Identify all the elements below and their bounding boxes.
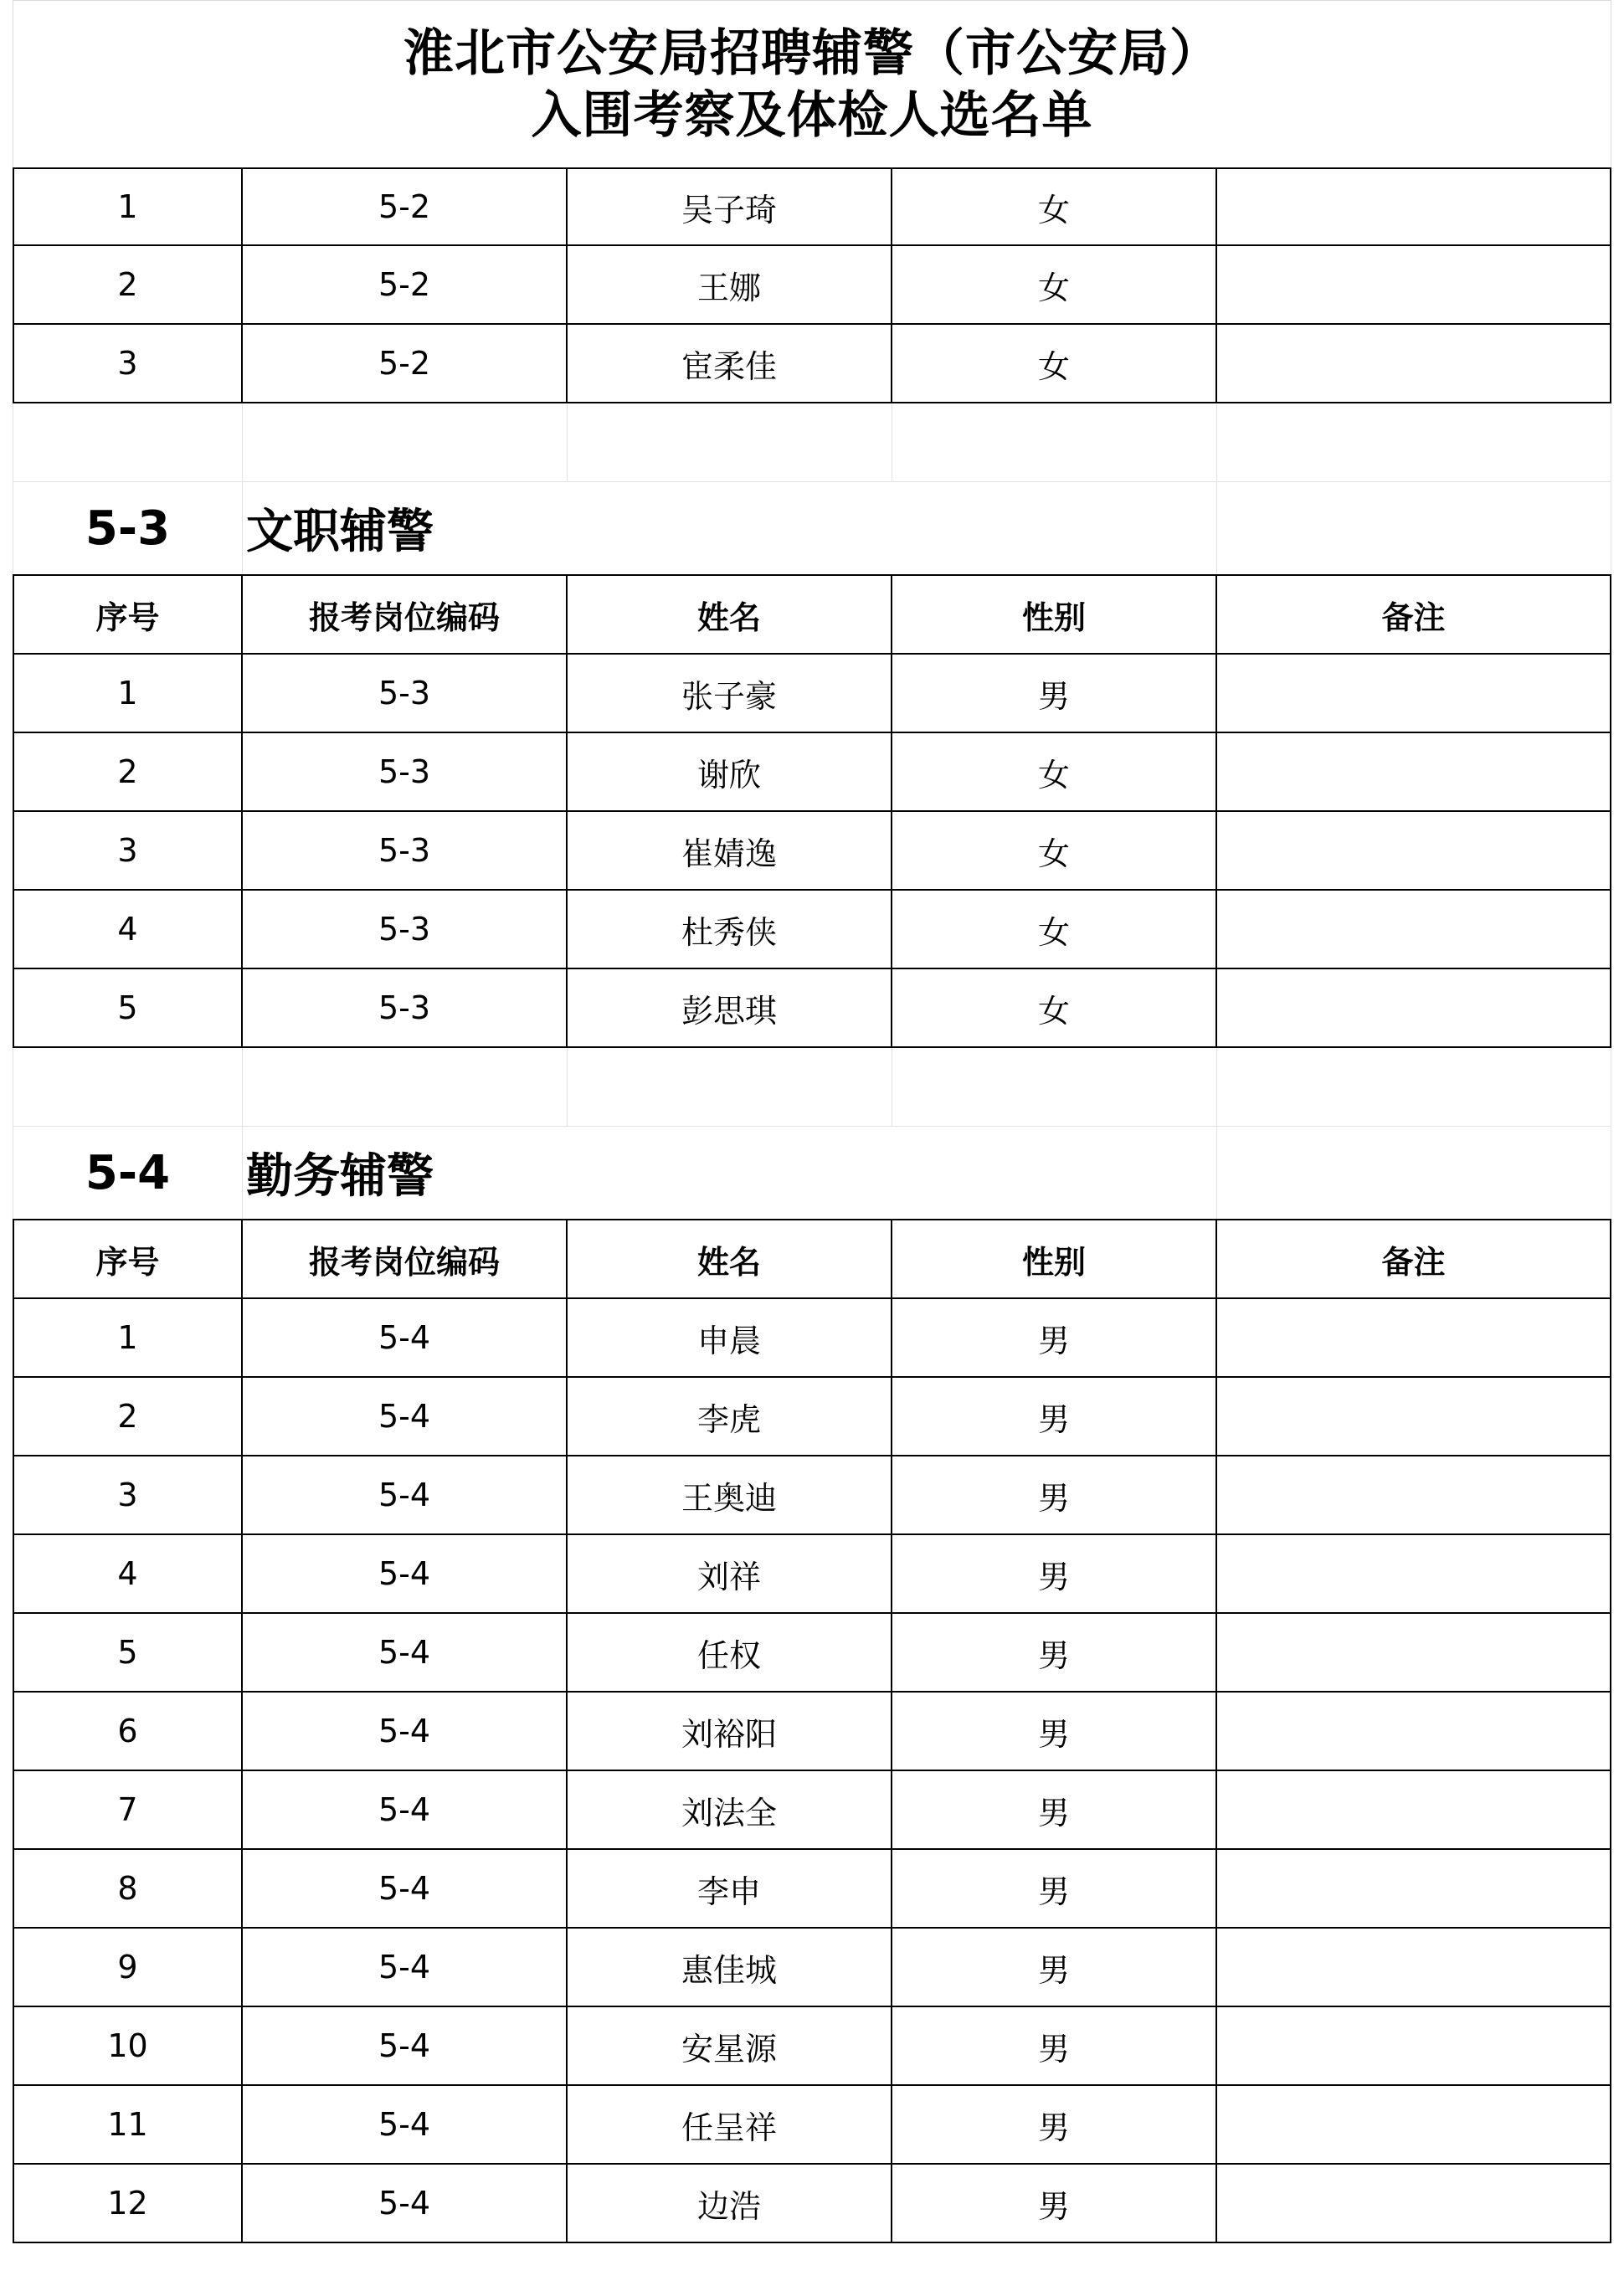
blank-row <box>13 1048 1611 1127</box>
cell-code: 5-3 <box>243 655 568 733</box>
cell-note <box>1217 1693 1611 1771</box>
cell-gender: 男 <box>892 655 1217 733</box>
cell-note <box>1217 655 1611 733</box>
cell-no: 3 <box>13 812 243 891</box>
cell-note <box>1217 1929 1611 2007</box>
blank-cell <box>13 1048 243 1127</box>
cell-gender: 女 <box>892 325 1217 403</box>
cell-name: 王娜 <box>568 246 892 325</box>
blank-cell <box>568 403 892 482</box>
cell-note <box>1217 812 1611 891</box>
header-name: 姓名 <box>568 574 892 655</box>
document-title <box>13 0 1611 167</box>
cell-code: 5-3 <box>243 812 568 891</box>
cell-name: 张子豪 <box>568 655 892 733</box>
table-row <box>13 1614 1611 1693</box>
cell-note <box>1217 1378 1611 1456</box>
cell-no: 11 <box>13 2086 243 2165</box>
cell-note <box>1217 1614 1611 1693</box>
cell-no: 5 <box>13 969 243 1048</box>
blank-cell <box>892 403 1217 482</box>
cell-no: 10 <box>13 2007 243 2086</box>
header-no: 序号 <box>13 574 243 655</box>
cell-gender: 男 <box>892 1771 1217 1850</box>
cell-code: 5-4 <box>243 1850 568 1929</box>
cell-gender: 女 <box>892 246 1217 325</box>
cell-note <box>1217 1299 1611 1378</box>
header-no: 序号 <box>13 1219 243 1299</box>
section-name: 文职辅警 <box>246 505 434 559</box>
cell-name: 任呈祥 <box>568 2086 892 2165</box>
table-row <box>13 812 1611 891</box>
cell-gender: 女 <box>892 167 1217 246</box>
cell-code: 5-4 <box>243 1693 568 1771</box>
cell-code: 5-3 <box>243 969 568 1048</box>
cell-gender: 男 <box>892 2165 1217 2243</box>
table-row <box>13 1929 1611 2007</box>
cell-code: 5-4 <box>243 1771 568 1850</box>
cell-gender: 男 <box>892 1378 1217 1456</box>
cell-code: 5-4 <box>243 1456 568 1535</box>
cell-note <box>1217 246 1611 325</box>
cell-name: 边浩 <box>568 2165 892 2243</box>
blank-cell <box>1217 1048 1611 1127</box>
title-line-2: 入围考察及体检人选名单 <box>531 85 1093 145</box>
blank-cell <box>243 1048 568 1127</box>
cell-name: 李虎 <box>568 1378 892 1456</box>
table-header <box>13 1219 1611 1299</box>
title-line-1: 淮北市公安局招聘辅警（市公安局） <box>403 23 1221 83</box>
cell-note <box>1217 2086 1611 2165</box>
cell-name: 刘裕阳 <box>568 1693 892 1771</box>
table-row <box>13 1850 1611 1929</box>
table-row <box>13 1771 1611 1850</box>
cell-name: 申晨 <box>568 1299 892 1378</box>
cell-no: 3 <box>13 325 243 403</box>
cell-gender: 女 <box>892 733 1217 812</box>
cell-gender: 男 <box>892 1535 1217 1614</box>
cell-code: 5-4 <box>243 2086 568 2165</box>
cell-no: 4 <box>13 891 243 969</box>
cell-note <box>1217 1535 1611 1614</box>
cell-note <box>1217 1850 1611 1929</box>
cell-no: 2 <box>13 246 243 325</box>
cell-no: 8 <box>13 1850 243 1929</box>
cell-no: 9 <box>13 1929 243 2007</box>
cell-name: 王奥迪 <box>568 1456 892 1535</box>
cell-no: 2 <box>13 1378 243 1456</box>
blank-cell <box>243 403 568 482</box>
section-heading-5-3 <box>13 482 1611 574</box>
cell-no: 2 <box>13 733 243 812</box>
cell-gender: 男 <box>892 1929 1217 2007</box>
cell-gender: 女 <box>892 969 1217 1048</box>
blank-cell <box>1217 403 1611 482</box>
table-row <box>13 2086 1611 2165</box>
cell-gender: 男 <box>892 1693 1217 1771</box>
table-row <box>13 733 1611 812</box>
blank-row <box>13 403 1611 482</box>
cell-gender: 男 <box>892 2086 1217 2165</box>
cell-gender: 男 <box>892 1850 1217 1929</box>
cell-gender: 男 <box>892 1456 1217 1535</box>
cell-code: 5-3 <box>243 733 568 812</box>
cell-no: 12 <box>13 2165 243 2243</box>
cell-code: 5-4 <box>243 2007 568 2086</box>
cell-note <box>1217 1771 1611 1850</box>
cell-name: 刘祥 <box>568 1535 892 1614</box>
table-row <box>13 325 1611 403</box>
cell-name: 谢欣 <box>568 733 892 812</box>
header-code: 报考岗位编码 <box>243 1219 568 1299</box>
table-row <box>13 969 1611 1048</box>
section-name: 勤务辅警 <box>246 1149 434 1204</box>
cell-no: 7 <box>13 1771 243 1850</box>
cell-code: 5-4 <box>243 1614 568 1693</box>
cell-no: 1 <box>13 167 243 246</box>
cell-name: 宦柔佳 <box>568 325 892 403</box>
cell-name: 安星源 <box>568 2007 892 2086</box>
cell-gender: 男 <box>892 1299 1217 1378</box>
cell-gender: 女 <box>892 812 1217 891</box>
header-gender: 性别 <box>892 574 1217 655</box>
header-gender: 性别 <box>892 1219 1217 1299</box>
cell-no: 1 <box>13 655 243 733</box>
cell-no: 5 <box>13 1614 243 1693</box>
table-header <box>13 574 1611 655</box>
cell-note <box>1217 733 1611 812</box>
cell-code: 5-4 <box>243 1535 568 1614</box>
blank-cell <box>892 1048 1217 1127</box>
blank-cell <box>892 482 1217 574</box>
cell-gender: 男 <box>892 1614 1217 1693</box>
cell-no: 3 <box>13 1456 243 1535</box>
spreadsheet <box>13 0 1611 2243</box>
section-code: 5-3 <box>13 482 243 574</box>
blank-cell <box>1217 482 1611 574</box>
cell-note <box>1217 2007 1611 2086</box>
blank-cell <box>13 403 243 482</box>
cell-name: 刘法全 <box>568 1771 892 1850</box>
table-row <box>13 1693 1611 1771</box>
blank-cell <box>568 1048 892 1127</box>
table-row <box>13 1456 1611 1535</box>
cell-note <box>1217 891 1611 969</box>
table-row <box>13 1299 1611 1378</box>
blank-cell <box>892 1127 1217 1219</box>
cell-name: 吴子琦 <box>568 167 892 246</box>
table-row <box>13 655 1611 733</box>
cell-no: 6 <box>13 1693 243 1771</box>
table-row <box>13 246 1611 325</box>
cell-name: 崔婧逸 <box>568 812 892 891</box>
table-row <box>13 1378 1611 1456</box>
cell-no: 1 <box>13 1299 243 1378</box>
cell-note <box>1217 1456 1611 1535</box>
section-code: 5-4 <box>13 1127 243 1219</box>
cell-code: 5-4 <box>243 1299 568 1378</box>
cell-code: 5-4 <box>243 1929 568 2007</box>
table-row <box>13 167 1611 246</box>
table-row <box>13 2007 1611 2086</box>
header-code: 报考岗位编码 <box>243 574 568 655</box>
cell-code: 5-2 <box>243 325 568 403</box>
cell-code: 5-3 <box>243 891 568 969</box>
header-name: 姓名 <box>568 1219 892 1299</box>
cell-gender: 女 <box>892 891 1217 969</box>
header-note: 备注 <box>1217 1219 1611 1299</box>
cell-code: 5-2 <box>243 167 568 246</box>
cell-name: 彭思琪 <box>568 969 892 1048</box>
cell-no: 4 <box>13 1535 243 1614</box>
cell-name: 惠佳城 <box>568 1929 892 2007</box>
cell-note <box>1217 969 1611 1048</box>
blank-cell <box>1217 1127 1611 1219</box>
cell-code: 5-2 <box>243 246 568 325</box>
cell-note <box>1217 2165 1611 2243</box>
cell-name: 李申 <box>568 1850 892 1929</box>
header-note: 备注 <box>1217 574 1611 655</box>
cell-note <box>1217 325 1611 403</box>
table-row <box>13 1535 1611 1614</box>
cell-code: 5-4 <box>243 2165 568 2243</box>
cell-name: 杜秀侠 <box>568 891 892 969</box>
cell-gender: 男 <box>892 2007 1217 2086</box>
cell-note <box>1217 167 1611 246</box>
section-heading-5-4 <box>13 1127 1611 1219</box>
cell-name: 任权 <box>568 1614 892 1693</box>
table-row <box>13 891 1611 969</box>
table-row <box>13 2165 1611 2243</box>
cell-code: 5-4 <box>243 1378 568 1456</box>
